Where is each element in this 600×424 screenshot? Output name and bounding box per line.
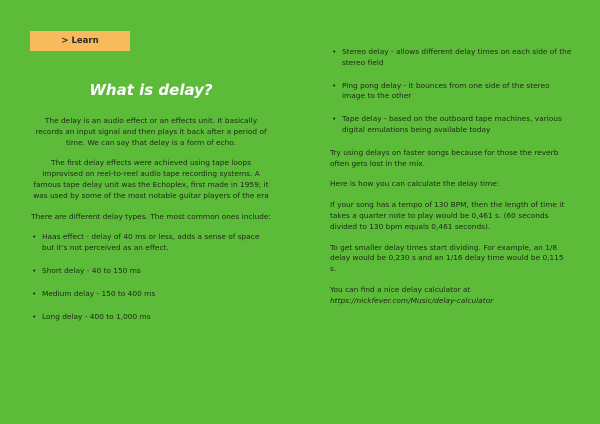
left-column [30, 116, 272, 334]
bullet-icon: • [32, 311, 37, 321]
list-item-text: Long delay - 400 to 1,000 ms [42, 311, 151, 321]
calculator-paragraph [330, 285, 572, 307]
right-column [330, 47, 572, 307]
bullet-icon: • [332, 114, 337, 124]
list-item [30, 312, 272, 323]
list-item [30, 266, 272, 277]
bullet-icon: • [332, 47, 337, 56]
calc-example-paragraph: If your song has a tempo of 130 BPM, then the length of time it takes a quarter note to play would be 0,461 s. (60 seconds divided to 130 bpm equals 0,461 seconds). [330, 200, 565, 231]
calculator-text: You can find a nice delay calculator at [330, 284, 471, 294]
list-item [330, 81, 572, 103]
list-item [330, 114, 572, 136]
list-item-text: Medium delay - 150 to 400 ms [42, 288, 156, 298]
bullet-icon: • [32, 265, 37, 275]
tip-paragraph: Try using delays on faster songs because for those the reverb often gets lost in the mix. [330, 147, 559, 168]
list-item [330, 47, 572, 69]
history-paragraph: The first delay effects were achieved using tape loops improvised on reel-to-reel audio tape recording systems. A famous tape delay unit was the Echoplex, first made in 1959; it was used by some of the most notable guitar players of the era [33, 158, 269, 200]
learn-badge[interactable]: > Learn [30, 31, 130, 51]
calc-intro-paragraph: Here is how you can calculate the delay time: [330, 179, 500, 189]
bullet-icon: • [332, 80, 337, 90]
bullet-icon: • [32, 232, 37, 242]
types-paragraph: There are different delay types. The most common ones include: [31, 211, 271, 221]
more-delay-types-list [330, 47, 572, 136]
list-item-text: Short delay - 40 to 150 ms [42, 265, 141, 275]
page-title: What is delay? [89, 81, 213, 99]
list-item-text: Stereo delay - allows different delay times on each side of the stereo field [342, 47, 572, 67]
calculator-link[interactable]: https://nickfever.com/Music/delay-calculator [330, 295, 494, 305]
bullet-icon: • [32, 288, 37, 298]
list-item [30, 232, 272, 254]
list-item [30, 289, 272, 300]
delay-types-list [30, 232, 272, 322]
divide-paragraph: To get smaller delay times start dividing. For example, an 1/8 delay would be 0,230 s and an 1/16 delay time would be 0,115 s. [330, 242, 564, 274]
list-item-text: Haas effect - delay of 40 ms or less, adds a sense of space but it's not perceived as an effect. [42, 232, 260, 253]
list-item-text: Ping pong delay - it bounces from one side of the stereo image to the other [342, 80, 550, 101]
intro-paragraph: The delay is an audio effect or an effects unit. It basically records an input signal and then plays it back after a period of time. We can say that delay is a form of echo. [35, 116, 267, 147]
list-item-text: Tape delay - based on the outboard tape machines, various digital emulations being available today [342, 114, 562, 134]
